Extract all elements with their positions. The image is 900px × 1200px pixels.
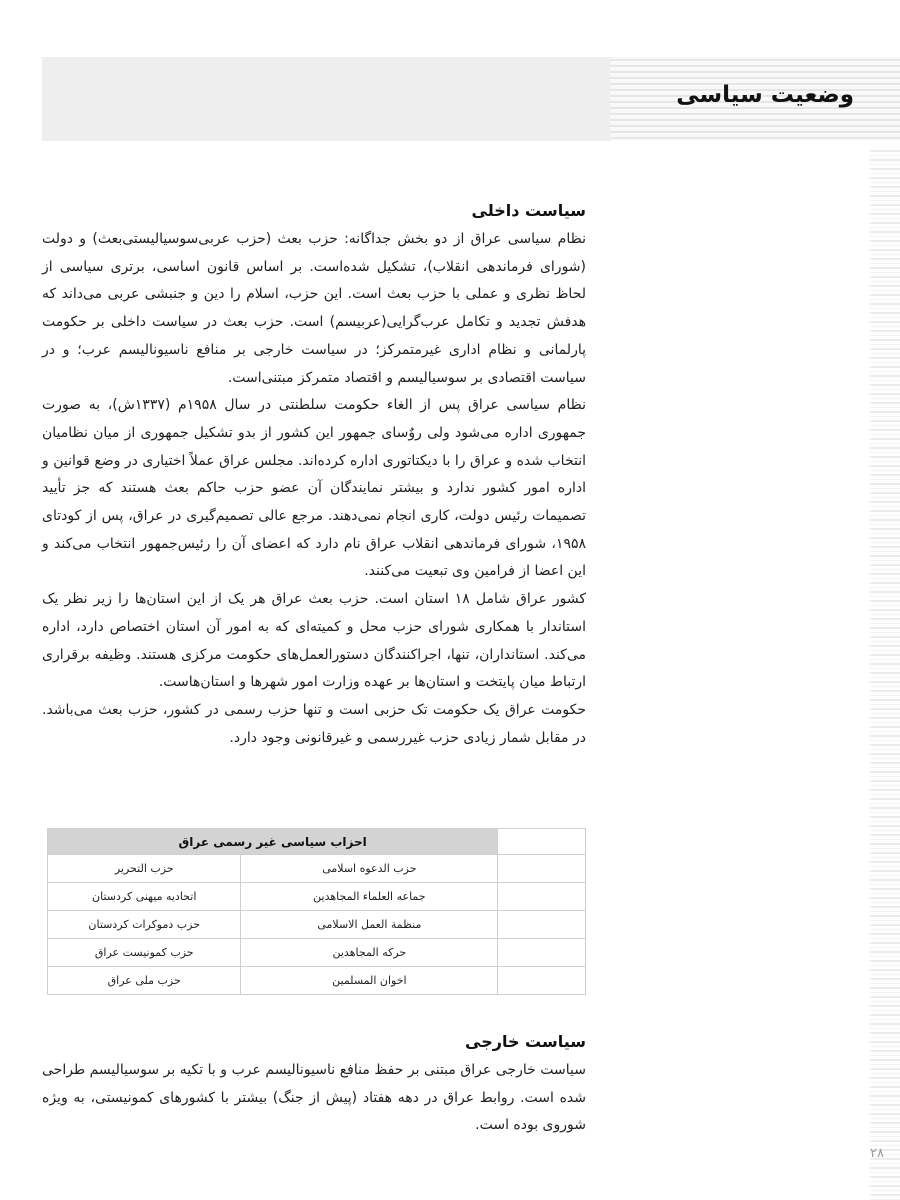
table-cell: منظمة العمل الاسلامی: [241, 911, 498, 939]
foreign-policy-paragraph: سیاست خارجی عراق مبتنی بر حفظ منافع ناسیونالیسم عرب و با تکیه بر سوسیالیسم طراحی شده است. روابط عراق در دهه هفتاد (پیش از جنگ) بیشتر با کشورهای کمونیستی، به ویژه شوروی بوده است.: [42, 1062, 586, 1134]
table-cell: حزب ملی عراق: [48, 967, 241, 995]
table-cell-empty: [498, 967, 586, 995]
table-cell: جماعه العلماء المجاهدین: [241, 883, 498, 911]
internal-policy-paragraph: کشور عراق شامل ۱۸ استان است. حزب بعث عراق هر یک از این استان‌ها را زیر نظر یک استاندار با همکاری شورای حزب محل و کمیته‌ای که به امور آن استان اختصاص دارد، اداره می‌کند. استانداران، تنها، اجراکنندگان دستورالعمل‌های حکومت مرکزی هستند. وظیفه برقراری ارتباط میان پایتخت و استان‌ها بر عهده وزارت امور شهرها و استان‌هاست.: [42, 591, 587, 691]
table-header-blank: [498, 829, 586, 855]
table-cell: اتحادیه میهنی کردستان: [48, 883, 241, 911]
table-header-row: [48, 829, 586, 855]
foreign-policy-heading: سیاست خارجی: [465, 1032, 586, 1051]
page-title: وضعیت سیاسی: [676, 82, 854, 108]
internal-policy-section: [42, 196, 586, 752]
table-cell: حزب دموکرات کردستان: [48, 911, 241, 939]
table-row: [48, 939, 586, 967]
internal-policy-paragraph: حکومت عراق یک حکومت تک حزبی است و تنها حزب رسمی در کشور، حزب بعث می‌باشد. در مقابل شمار زیادی حزب غیررسمی و غیرقانونی وجود دارد.: [42, 701, 586, 746]
table-cell-empty: [498, 911, 586, 939]
table-cell: حزب الدعوه اسلامی: [241, 855, 498, 883]
table-cell: حزب التحریر: [48, 855, 241, 883]
table-cell: حرکه المجاهدین: [241, 939, 498, 967]
table-cell-empty: [498, 855, 586, 883]
table-row: [48, 855, 586, 883]
foreign-policy-section: [42, 1027, 586, 1140]
page-number: ۲۸: [870, 1146, 884, 1161]
table-row: [48, 967, 586, 995]
internal-policy-heading: سیاست داخلی: [471, 201, 586, 220]
table-title: احزاب سیاسی غیر رسمی عراق: [48, 829, 498, 855]
table-cell: اخوان المسلمین: [241, 967, 498, 995]
table-cell-empty: [498, 939, 586, 967]
parties-table: [47, 828, 586, 995]
table-row: [48, 883, 586, 911]
table-cell: حزب کمونیست عراق: [48, 939, 241, 967]
table-cell-empty: [498, 883, 586, 911]
table-row: [48, 911, 586, 939]
internal-policy-paragraph: نظام سیاسی عراق از دو بخش جداگانه: حزب بعث (حزب عربی‌سوسیالیستی‌بعث) و دولت (شورای فرماندهی انقلاب)، تشکیل شده‌است. بر اساس قانون اساسی، برتری سیاسی از لحاظ نظری و عملی با حزب بعث است. این حزب، اسلام را دین و جنبشی عربی می‌داند که هدفش تجدید و تکامل عرب‌گرایی(عربیسم) است. حزب بعث در سیاست داخلی بر حکومت پارلمانی و نظام اداری غیرمتمرکز؛ در سیاست خارجی بر منافع ناسیونالیسم عرب؛ و در سیاست اقتصادی بر سوسیالیسم و اقتصاد متمرکز مبتنی‌است.: [42, 231, 586, 386]
edge-decoration: [870, 150, 900, 1200]
internal-policy-paragraph: نظام سیاسی عراق پس از الغاء حکومت سلطنتی در سال ۱۹۵۸م (۱۳۳۷ش)، به صورت جمهوری اداره می‌شود ولی روٌسای جمهور این کشور از بدو تشکیل جمهوری از میان نظامیان انتخاب شده و عراق را با دیکتاتوری اداره کرده‌اند. مجلس عراق عملاً اختیاری در وضع قوانین و اداره امور کشور ندارد و بیشتر نمایندگان آن عضو حزب حاکم بعث هستند که جز تأیید تصمیمات رئیس دولت، کاری انجام نمی‌دهند. مرجع عالی تصمیم‌گیری در عراق، پس از کودتای ۱۹۵۸، شورای فرماندهی انقلاب عراق نام دارد که اعضای آن را رئیس‌جمهور انتخاب می‌کند و این اعضا از فرامین وی تبعیت می‌کنند.: [42, 397, 586, 580]
